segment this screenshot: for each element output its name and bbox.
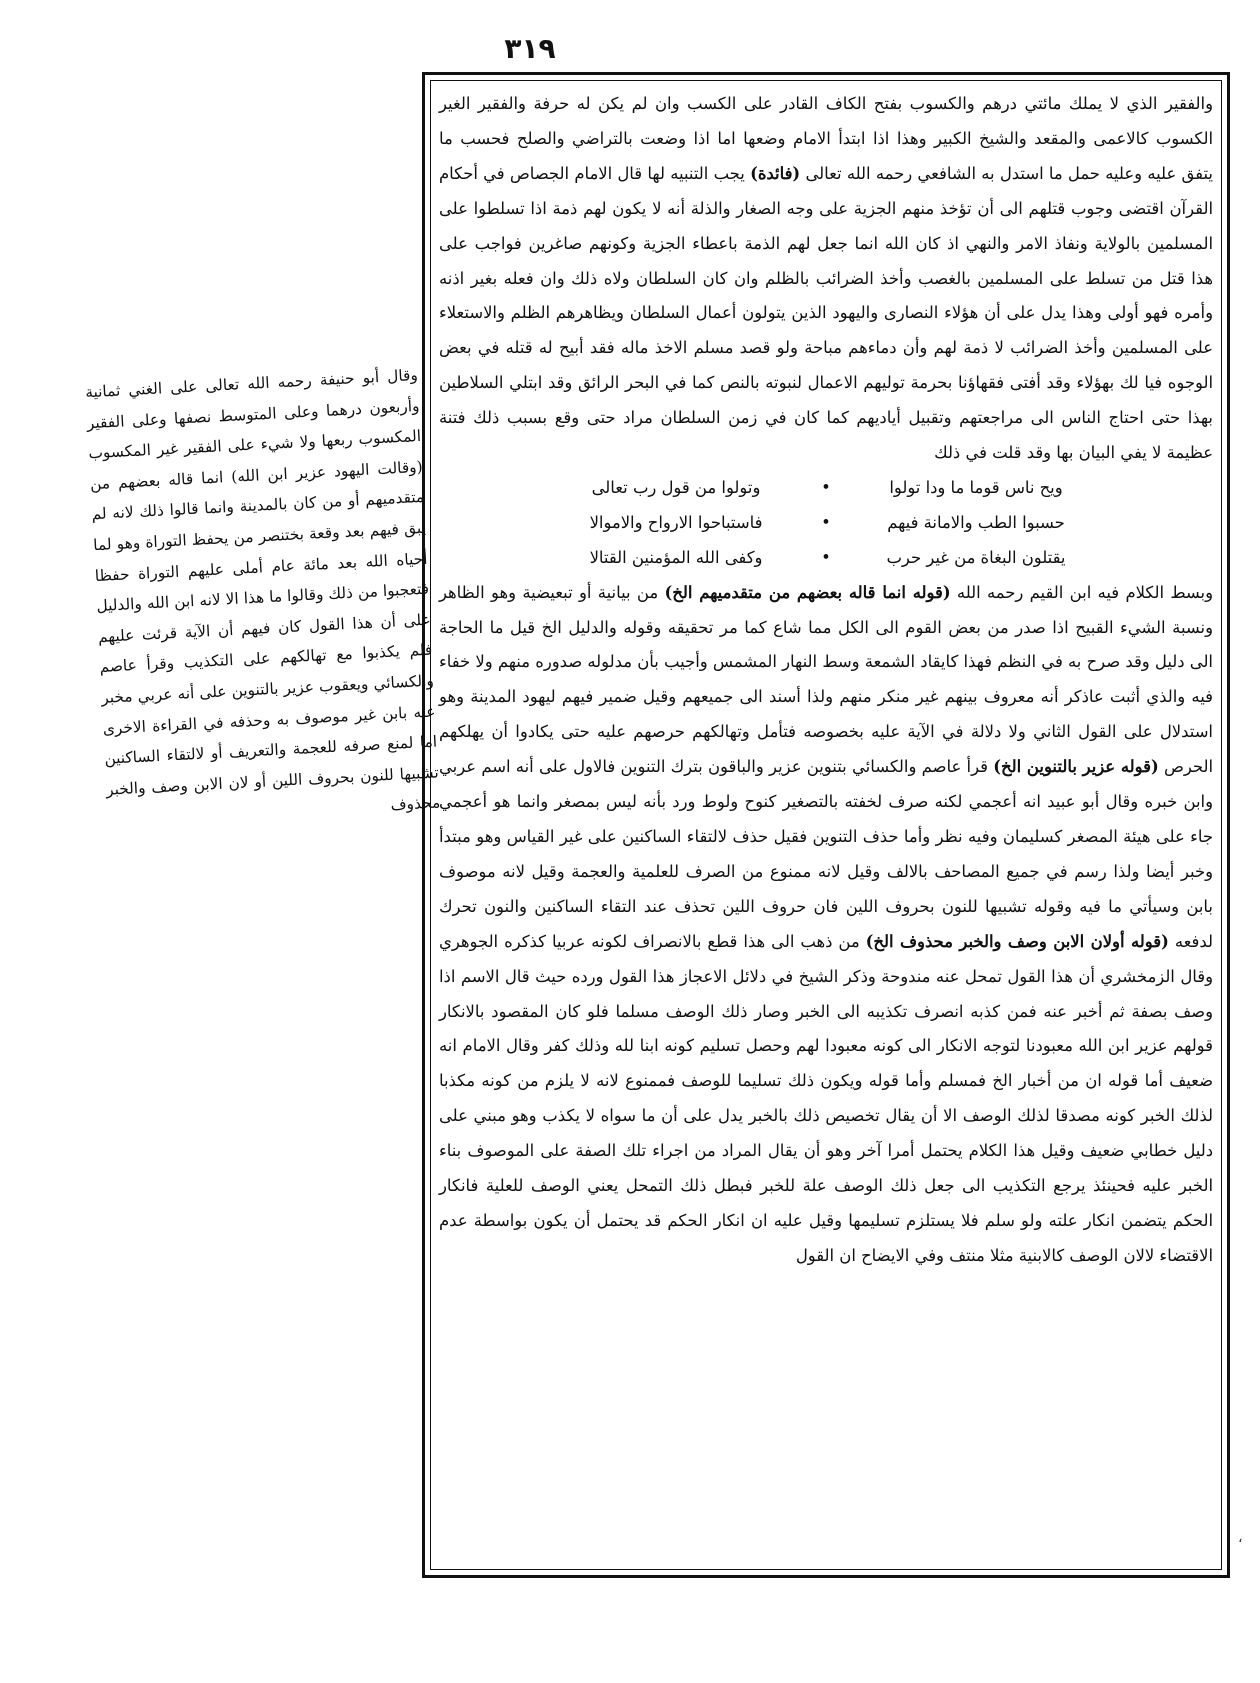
verse-1-first-hemistich: ويح ناس قوما ما ودا تولوا: [889, 477, 1063, 497]
main-paragraph-2d-text: من ذهب الى هذا قطع بالانصراف لكونه عربيا كذكره الجوهري وقال الزمخشري أن هذا القول تمحل عنه مندوحة وذكر الشيخ في دلائل الاعجاز هذا القول ورده حيث قال الاسم اذا وصف بصفة ثم أخبر عنه فمن كذبه انصرف تكذيبه الى الخبر وصار ذلك الوصف مسلما فلو كان المقصود بالانكار قولهم عزير ابن الله معبودنا لتوجه الانكار الى كونه معبودا لهم وحصل تسليم كونه ابنا لله وذلك كفر وقال الامام انه ضعيف أما قوله ان من أخبار الخ فمسلم وأما قوله ويكون ذلك تسليما للوصف فممنوع لانه لا يلزم من كونه مكذبا لذلك الخبر كونه مصدقا لذلك الوصف الا أن يقال تخصيص ذلك بالخبر يدل على أن ما سواه لا يكذب وهو مبني على دليل خطابي ضعيف وقيل هذا الكلام يحتمل أمرا آخر وهو أن يقال المراد من اجراء تلك الصفة على الموصوف بناء الخبر عليه فحينئذ يرجع التكذيب الى جعل ذلك الوصف علة للخبر فبطل ذلك التمحل يعني الوصف للعلية فانكار الحكم يتضمن انكار علته ولو سلم فلا يستلزم تسليمها وقيل عليه ان انكار الحكم قد يحتمل أن يكون بواسطة عدم الاقتضاء لالان الوصف كالابنية مثلا منتف وفي الايضاح ان القول: [439, 931, 1213, 1265]
verse-separator-icon: •: [821, 547, 831, 567]
verse-1: [439, 471, 1213, 506]
verse-3: [439, 541, 1213, 576]
verse-separator-icon: •: [821, 512, 831, 532]
margin-note: [84, 360, 449, 997]
main-paragraph-2: [439, 576, 1213, 1274]
poem-verses: [439, 471, 1213, 576]
verse-3-second-hemistich: وكفى الله المؤمنين القتالا: [589, 547, 763, 567]
lemma-2: (قوله عزير بالتنوين الخ): [993, 757, 1159, 777]
verse-separator-icon: •: [821, 477, 831, 497]
main-text-frame: [422, 72, 1230, 1578]
verse-2: [439, 506, 1213, 541]
verse-2-second-hemistich: فاستباحوا الارواح والاموالا: [589, 512, 763, 532]
lemma-3: (قوله أولان الابن وصف والخبر محذوف الخ): [865, 931, 1169, 951]
main-paragraph-2b-text: من بيانية أو تبعيضية وهو الظاهر ونسبة الشيء القبيح اذا صدر من بعض القوم الى الكل مما شاع كما مر تحقيقه وقوله والدليل الخ قيل ما الحاجة الى دليل وقد صرح به في النظم فهذا كايقاد الشمعة وسط النهار المشمس وأجيب بأن مدلوله صدوره منهم ولا خفاء فيه والذي أثبت عاذكر أنه معروف بينهم غير منكر منهم ولذا أسند الى جميعهم وقيل ضمير فيهم ليهود المدينة وهو استدلال على القول الثاني ولا دلالة في الآية عليه بخصوصه فتأمل وتهالكهم حرصهم عليه حتى يكادوا أن يهلكهم الحرص: [439, 582, 1214, 777]
verse-2-first-hemistich: حسبوا الطب والامانة فيهم: [887, 512, 1065, 532]
margin-note-text: وقال أبو حنيفة رحمه الله تعالى على الغني ثمانية وأربعون درهما وعلى المتوسط نصفها وعلى الفقير المكسوب ربعها ولا شيء على الفقير غير المكسوب (وقالت اليهود عزير ابن الله) انما قاله بعضهم من متقدميهم أو من كان بالمدينة وانما قالوا ذلك لانه لم يبق فيهم بعد وقعة بختنصر من يحفظ التوراة وهو لما أحياه الله بعد مائة عام أملى عليهم التوراة حفظا فتعجبوا من ذلك وقالوا ما هذا الا لانه ابن الله والدليل على أن هذا القول كان فيهم أن الآية قرئت عليهم فلم يكذبوا مع تهالكهم على التكذيب وقرأ عاصم والكسائي ويعقوب عزير بالتنوين على أنه عربي مخبر عنه بابن غير موصوف به وحذفه في القراءة الاخرى اما لمنع صرفه للعجمة والتعريف أو لالتقاء الساكنين تشبيها للنون بحروف اللين أو لان الابن وصف والخبر محذوف: [84, 365, 441, 815]
main-paragraph-1-text: والفقير الذي لا يملك مائتي درهم والكسوب بفتح الكاف القادر على الكسب وان لم يكن له حرفة والفقير الغير الكسوب كالاعمى والمقعد والشيخ الكبير وهذا اذا ابتدأ الامام وضعها اما اذا وضعت بالتراضي والصلح فحسب ما يتفق عليه وعليه حمل ما استدل به الشافعي رحمه الله تعالى: [439, 94, 1213, 183]
main-paragraph-2c-text: قرأ عاصم والكسائي بتنوين عزير والباقون بترك التنوين فالاول على أنه اسم عربي وابن خبره وقال أبو عبيد انه أعجمي لكنه صرف لخفته بالتصغير كنوح ولوط ورد بأنه ليس بمصغر وانما هو أعجمي جاء على هيئة المصغر كسليمان وفيه نظر وأما حذف التنوين فقيل حذف لالتقاء الساكنين على غير القياس وهو مبتدأ وخبر أيضا ولذا رسم في جميع المصاحف بالالف وقيل لانه ممنوع من الصرف للعلمية والعجمة وقيل لانه موصوف بابن وسيأتي ما فيه وقوله تشبيها للنون بحروف اللين فان حروف اللين تحذف عند التقاء الساكنين والنون تحرك لدفعه: [439, 757, 1213, 951]
main-paragraph-1: [439, 87, 1213, 471]
main-paragraph-2a-text: وبسط الكلام فيه ابن القيم رحمه الله: [956, 582, 1213, 602]
lemma-1: (قوله انما قاله بعضهم من متقدميهم الخ): [664, 582, 951, 602]
page-number: ٣١٩: [504, 32, 556, 65]
main-text-block: [439, 87, 1213, 1565]
main-paragraph-1b-text: يجب التنبيه لها قال الامام الجصاص في أحكام القرآن اقتضى وجوب قتلهم الى أن تؤخذ منهم الجزية على وجه الصغار والذلة أنه لا يكون لهم ذمة اذا تسلطوا على المسلمين بالولاية ونفاذ الامر والنهي اذ كان الله انما جعل لهم الذمة باعطاء الجزية وكونهم صاغرين فواجب على هذا قتل من تسلط على المسلمين بالغصب وأخذ الضرائب بالظلم وان كان السلطان ولاه ذلك وان فعله بغير اذنه وأمره فهو أولى وهذا يدل على أن هؤلاء النصارى واليهود الذين يتولون أعمال السلطان ويظاهرهم الظلم والاستعلاء على المسلمين وأخذ الضرائب لا ذمة لهم وأن دماءهم مباحة ولو قصد مسلم الاخذ ماله فقد أبيح له قتله في بعض الوجوه فيا لك بهؤلاء وقد أفتى فقهاؤنا بحرمة توليهم الاعمال لنبوته بالنص كما في البحر الرائق وقد ابتلي السلاطين بهذا حتى احتاج الناس الى مراجعتهم وتقبيل أياديهم كما كان في زمن السلطان مراد حتى وقع بسبب ذلك فتنة عظيمة لا يفي البيان بها وقد قلت في ذلك: [439, 163, 1213, 463]
faida-label: (فائدة): [750, 163, 801, 183]
verse-1-second-hemistich: وتولوا من قول رب تعالى: [591, 477, 761, 497]
stray-mark: ،: [1238, 1530, 1243, 1546]
verse-3-first-hemistich: يقتلون البغاة من غير حرب: [886, 547, 1066, 567]
